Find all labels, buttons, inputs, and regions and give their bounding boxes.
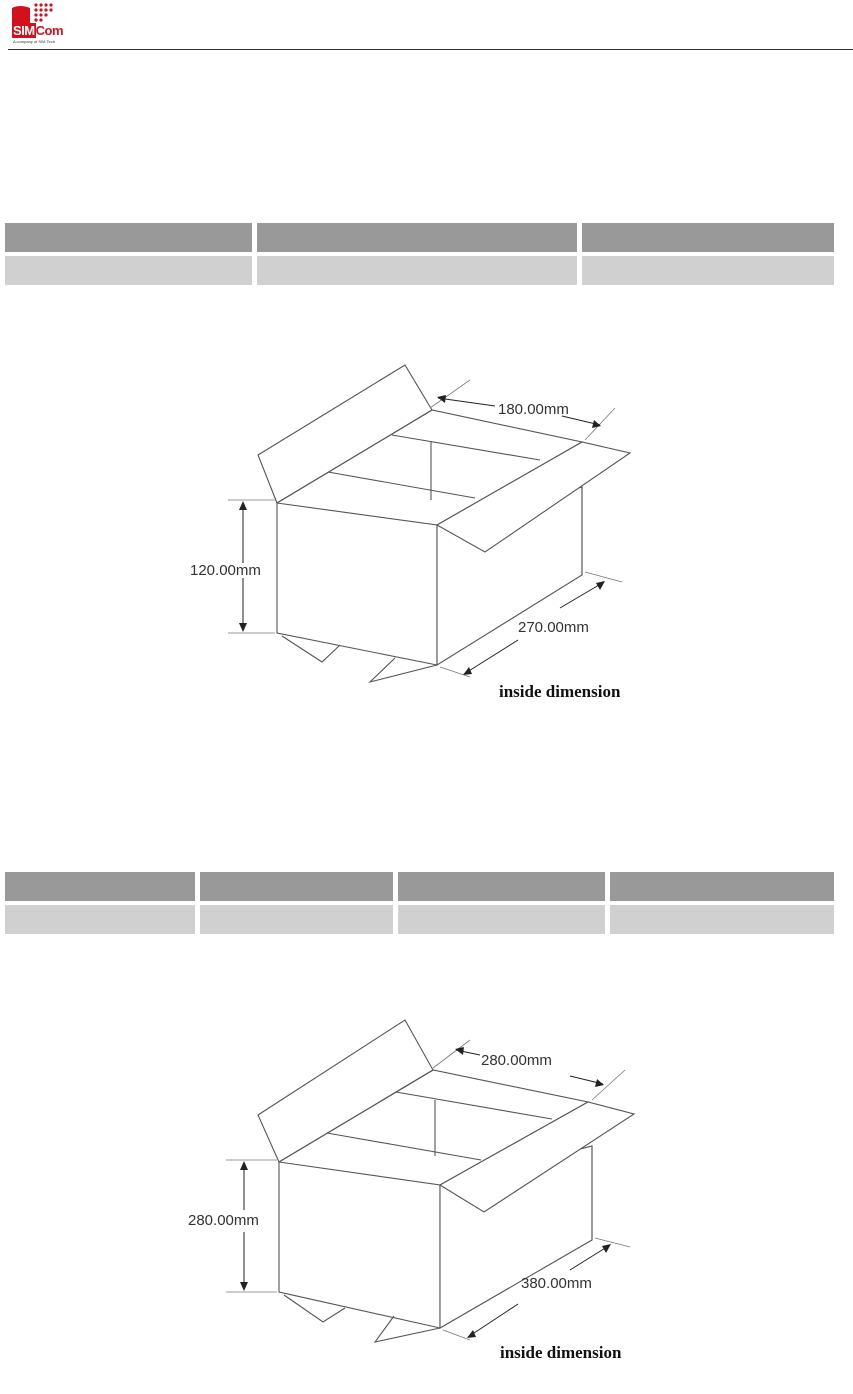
table-cell — [200, 905, 393, 934]
packing-table-1 — [5, 223, 834, 285]
length-dimension-label: 270.00mm — [518, 619, 589, 636]
figure-caption: inside dimension — [499, 682, 621, 701]
page-header — [0, 0, 853, 52]
table-cell — [257, 256, 577, 285]
table-header-row — [5, 872, 834, 901]
width-dimension-label: 280.00mm — [481, 1052, 552, 1069]
table-header-row — [5, 223, 834, 252]
length-dimension-label: 380.00mm — [521, 1275, 592, 1292]
table-row — [5, 905, 834, 934]
logo-tagline: A company of SIM Tech — [13, 39, 55, 44]
table-header-cell — [398, 872, 605, 901]
header-divider — [8, 49, 853, 50]
width-dimension-label: 180.00mm — [498, 401, 569, 418]
carton-drawing — [0, 1010, 853, 1394]
table-cell — [5, 905, 195, 934]
carton-front-face — [277, 503, 437, 665]
table-header-cell — [5, 872, 195, 901]
packing-table-2 — [5, 872, 834, 934]
table-header-cell — [610, 872, 834, 901]
simcom-logo — [10, 2, 80, 48]
table-row — [5, 256, 834, 285]
carton-back-flap — [258, 365, 432, 503]
table-cell — [582, 256, 834, 285]
table-header-cell — [5, 223, 252, 252]
table-header-cell — [582, 223, 834, 252]
table-cell — [398, 905, 605, 934]
logo-wordmark — [12, 24, 63, 38]
table-cell — [5, 256, 252, 285]
table-cell — [610, 905, 834, 934]
table-header-cell — [257, 223, 577, 252]
carton-back-flap — [258, 1020, 433, 1162]
carton-front-face — [279, 1162, 440, 1328]
figure-caption: inside dimension — [500, 1343, 622, 1362]
height-dimension-label: 120.00mm — [190, 562, 261, 579]
logo-sim: SIM — [13, 23, 35, 38]
carton-drawing — [0, 350, 853, 720]
height-dimension-label: 280.00mm — [188, 1212, 259, 1229]
carton-diagram-large — [0, 1010, 853, 1394]
table-header-cell — [200, 872, 393, 901]
carton-diagram-small — [0, 350, 853, 720]
logo-com: Com — [35, 23, 64, 38]
